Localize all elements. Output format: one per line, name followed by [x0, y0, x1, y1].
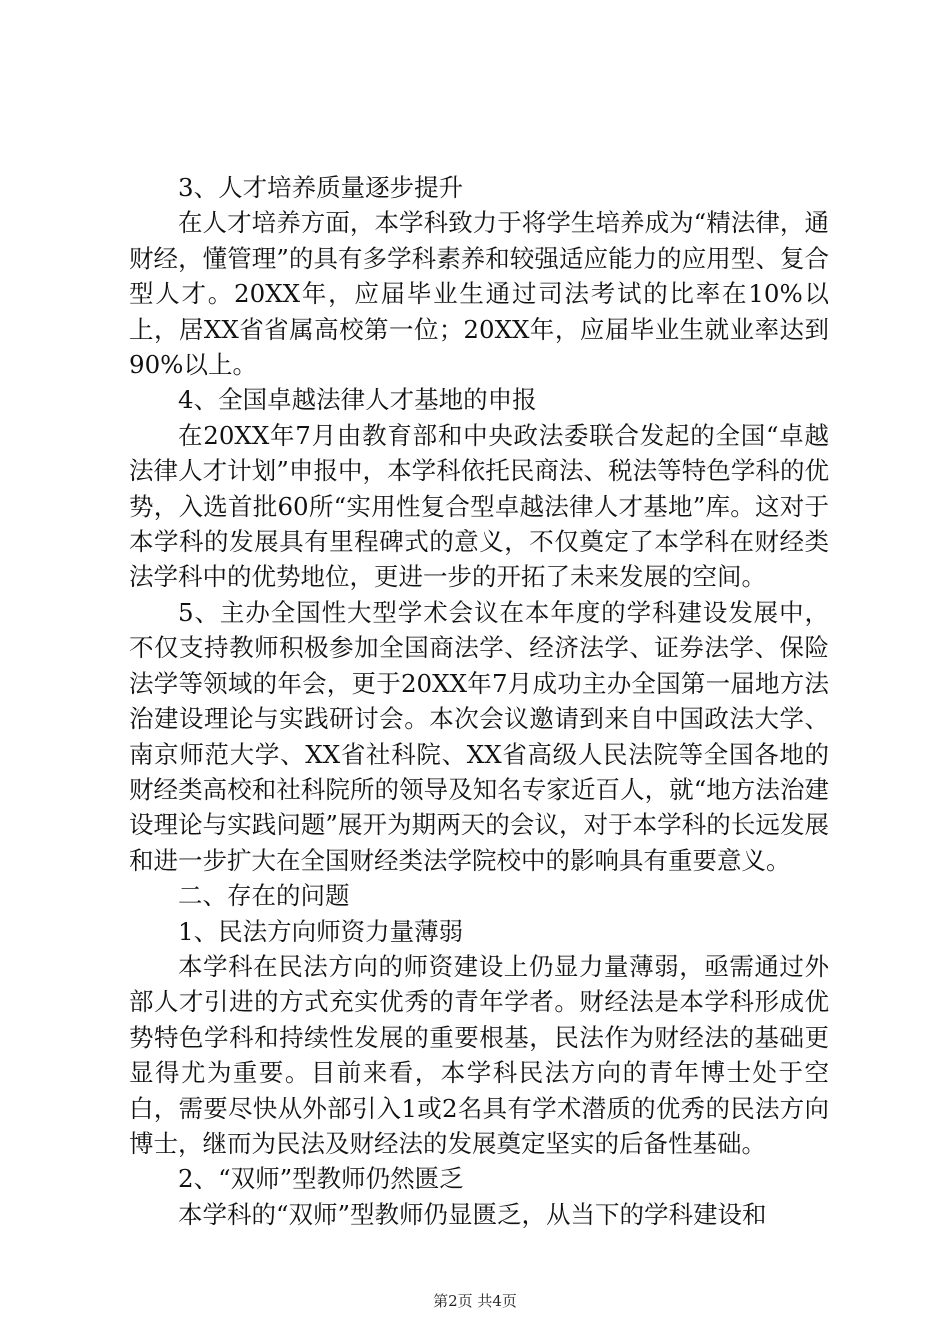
body-paragraph: 在20XX年7月由教育部和中央政法委联合发起的全国“卓越法律人才计划”申报中，本学科依托民商法、税法等特色学科的优势，入选首批60所“实用性复合型卓越法律人才基地”库。这对于本学科的发展具有里程碑式的意义，不仅奠定了本学科在财经类法学科中的优势地位，更进一步的开拓了未来发展的空间。	[129, 420, 829, 592]
section-heading: 二、存在的问题	[178, 881, 350, 911]
section-heading: 2、“双师”型教师仍然匮乏	[178, 1164, 464, 1194]
body-paragraph: 在人才培养方面，本学科致力于将学生培养成为“精法律，通财经，懂管理”的具有多学科素养和较强适应能力的应用型、复合型人才。20XX年，应届毕业生通过司法考试的比率在10%以上，居XX省省属高校第一位；20XX年，应届毕业生就业率达到90%以上。	[129, 208, 829, 380]
section-heading: 4、全国卓越法律人才基地的申报	[178, 385, 537, 415]
document-body	[129, 170, 829, 1232]
section-heading: 1、民法方向师资力量薄弱	[178, 916, 464, 946]
body-paragraph: 5、主办全国性大型学术会议在本年度的学科建设发展中，不仅支持教师积极参加全国商法学、经济法学、证券法学、保险法学等领域的年会，更于20XX年7月成功主办全国第一届地方法治建设理论与实践研讨会。本次会议邀请到来自中国政法大学、南京师范大学、XX省社科院、XX省高级人民法院等全国各地的财经类高校和社科院所的领导及知名专家近百人，就“地方法治建设理论与实践问题”展开为期两天的会议，对于本学科的长远发展和进一步扩大在全国财经类法学院校中的影响具有重要意义。	[129, 597, 829, 875]
section-heading: 3、人才培养质量逐步提升	[178, 173, 464, 202]
body-paragraph: 本学科的“双师”型教师仍显匮乏，从当下的学科建设和	[178, 1199, 767, 1229]
page-number-footer: 第2页 共4页	[433, 1292, 517, 1310]
body-paragraph: 本学科在民法方向的师资建设上仍显力量薄弱，亟需通过外部人才引进的方式充实优秀的青年学者。财经法是本学科形成优势特色学科和持续性发展的重要根基，民法作为财经法的基础更显得尤为重要。目前来看，本学科民法方向的青年博士处于空白，需要尽快从外部引入1或2名具有学术潜质的优秀的民法方向博士，继而为民法及财经法的发展奠定坚实的后备性基础。	[129, 951, 829, 1158]
